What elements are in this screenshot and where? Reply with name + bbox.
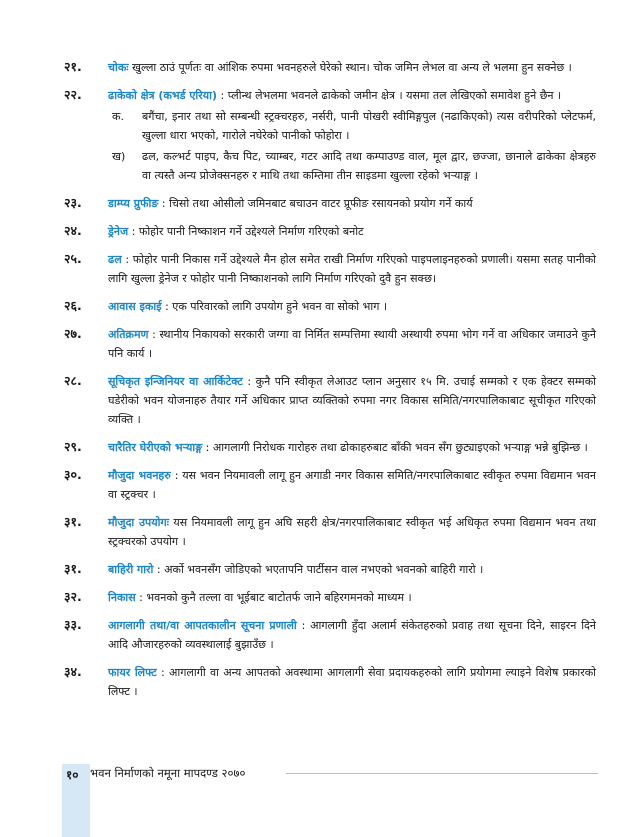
entry-number: २७. (64, 326, 82, 341)
definitions-list (0, 58, 638, 710)
entry-body (108, 58, 596, 77)
entry-number: ३१. (64, 561, 82, 576)
defined-term: ढाकेको क्षेत्र (कभर्ड एरिया) (108, 89, 218, 102)
entry-number: ३३. (64, 617, 82, 632)
entry-number: २५. (64, 251, 82, 266)
definition-text: : अर्को भवनसँग जोडिएको भएतापनि पार्टीसन वाल नभएको भवनको बाहिरी गारो । (153, 563, 484, 576)
definition-entry (0, 297, 638, 316)
defined-term: ड्रेनेज (108, 225, 129, 238)
definition-text: : फोहोर पानी निष्काशन गर्ने उद्देश्यले निर्माण गरिएको बनोट (128, 225, 364, 238)
definition-text: : प्लीन्थ लेभलमा भवनले ढाकेको जमीन क्षेत्र । यसमा तल लेखिएको समावेश हुने छैन । (217, 89, 562, 102)
definition-entry (0, 372, 638, 429)
entry-body (108, 663, 596, 701)
entry-body (108, 325, 596, 363)
defined-term: आवास इकाई (108, 300, 162, 313)
entry-body (108, 466, 596, 504)
sub-item-label: ख) (112, 150, 126, 163)
definition-text: : आगलागी निरोधक गारोहरु तथा ढोकाहरुबाट बाँकी भवन सँग छुट्याइएको भऱ्याङ्ग भन्ने बुझिन्छ । (202, 441, 588, 454)
definition-entry (0, 58, 638, 77)
definition-text: खुल्ला ठाउं पूर्णतः वा आंशिक रुपमा भवनहरुले घेरेको स्थान। चोक जमिन लेभल वा अन्य ले भलमा हुन सक्नेछ । (128, 61, 572, 74)
definition-entry (0, 663, 638, 701)
defined-term: सूचिकृत इन्जिनियर वा आर्किटेक्ट (108, 375, 243, 388)
defined-term: डाम्प्य प्रुफीङ (108, 197, 159, 210)
defined-term: आगलागी तथा/वा आपतकालीन सूचना प्रणाली (108, 619, 297, 632)
entry-body (108, 297, 596, 316)
definition-entry (0, 250, 638, 288)
defined-term: मौजुदा उपयोगः (108, 516, 169, 529)
defined-term: ढल (108, 253, 122, 266)
entry-number: २९. (64, 439, 82, 454)
definition-entry (0, 560, 638, 579)
entry-number: २८. (64, 373, 82, 388)
defined-term: मौजुदा भवनहरु (108, 469, 171, 482)
definition-entry (0, 222, 638, 241)
entry-number: २४. (64, 223, 82, 238)
entry-body (108, 616, 596, 654)
sub-item-text: बगैंचा, इनार तथा सो सम्बन्धी स्ट्रक्चरहरु, नर्सरी, पानी पोखरी स्वीमिङ्गपुल (नढाकिएको) त्यस वरीपरिको प्लेटफर्म, खुल्ला धारा भएको, गारोले नघेरेको पानीको फोहोरा । (142, 110, 596, 142)
entry-body (108, 194, 596, 213)
entry-number: ३०. (64, 467, 82, 482)
sub-item (108, 147, 596, 185)
definition-text: : यस भवन नियमावली लागू हुन अगाडी नगर विकास समिति/नगरपालिकाबाट स्वीकृत रुपमा विद्यमान भवन वा स्ट्रक्चर । (108, 469, 597, 501)
page-footer (0, 760, 638, 837)
entry-body (108, 438, 596, 457)
entry-number: ३४. (64, 664, 82, 679)
definition-text: यस नियमावली लागू हुन अघि सहरी क्षेत्र/नगरपालिकाबाट स्वीकृत भई अधिकृत रुपमा विद्यमान भवन तथा स्ट्रक्चरको उपयोग । (108, 516, 596, 548)
entry-body (108, 513, 596, 551)
definition-entry (0, 616, 638, 654)
definition-text: : चिसो तथा ओसीलो जमिनबाट बचाउन वाटर प्रूफीङ रसायनको प्रयोग गर्ने कार्य (158, 197, 473, 210)
definition-text: : स्थानीय निकायको सरकारी जग्गा वा निर्मित सम्पत्तिमा स्थायी अस्थायी रुपमा भोग गर्ने वा अधिकार जमाउने कुनै पनि कार्य । (108, 328, 596, 360)
sub-item-text: ढल, कल्भर्ट पाइप, कैच पिट, च्याम्बर, गटर आदि तथा कम्पाउण्ड वाल, मूल द्वार, छज्जा, छानाले ढाकेका क्षेत्रहरु वा त्यस्तै अन्य प्रोजेक्सनहरु र माथि तथा कम्तिमा तीन साइडमा खुल्ला रहेको भऱ्याङ्ग । (142, 150, 596, 182)
definition-text: : फोहोर पानी निकास गर्ने उद्देश्यले मैन होल समेत राखी निर्माण गरिएको पाइपलाइनहरुको प्रणाली। यसमा सतह पानीको लागि खुल्ला ड्रेनेज र फोहोर पानी निष्काशनको लागि निर्माण गरिएको दुवै हुन सक्छ। (108, 253, 596, 285)
definition-text: : भवनको कुनै तल्ला वा भूईबाट बाटोतर्फ जाने बहिरगमनको माध्यम । (135, 591, 412, 604)
defined-term: निकास (108, 591, 136, 604)
definition-text: : आगलागी वा अन्य आपतको अवस्थामा आगलागी सेवा प्रदायकहरुको लागि प्रयोगमा ल्याइने विशेष प्रकारको लिफ्ट । (108, 666, 596, 698)
defined-term: चारैतिर घेरीएको भऱ्याङ्ग (108, 441, 203, 454)
defined-term: चोकः (108, 61, 129, 74)
entry-number: २१. (64, 59, 82, 74)
entry-body (108, 560, 596, 579)
definition-text: : आगलागी हुँदा अलार्म संकेतहरुको प्रवाह तथा सूचना दिने, साइरन दिने आदि औजारहरुको व्यवस्थालाई बुझाउँछ । (108, 619, 596, 651)
entry-number: ३२. (64, 589, 82, 604)
defined-term: अतिक्रमण (108, 328, 149, 341)
definition-entry (0, 325, 638, 363)
definition-text: : एक परिवारको लागि उपयोग हुने भवन वा सोको भाग । (161, 300, 388, 313)
definition-entry (0, 86, 638, 185)
entry-body (108, 372, 596, 429)
definition-entry (0, 194, 638, 213)
defined-term: बाहिरी गारो (108, 563, 154, 576)
entry-number: २३. (64, 195, 82, 210)
entry-body (108, 588, 596, 607)
definition-entry (0, 588, 638, 607)
definition-entry (0, 438, 638, 457)
definition-entry (0, 513, 638, 551)
definition-entry (0, 466, 638, 504)
footer-rule (286, 773, 598, 774)
entry-body (108, 86, 596, 105)
document-title: भवन निर्माणको नमूना मापदण्ड २०७० (90, 766, 246, 780)
entry-body (108, 250, 596, 288)
sub-item-label: क. (112, 110, 124, 123)
entry-number: २२. (64, 87, 82, 102)
sub-item (108, 107, 596, 145)
defined-term: फायर लिफ्ट (108, 666, 157, 679)
definition-text: : कुनै पनि स्वीकृत लेआउट प्लान अनुसार १५ मि. उचाई सम्मको र एक हेक्टर सम्मको घडेरीको भवन योजनाहरु तैयार गर्ने अधिकार प्राप्त व्यक्तिको रुपमा नगर विकास समिति/नगरपालिकाबाट सूचीकृत गरिएको व्यक्ति । (108, 375, 596, 426)
entry-number: २६. (64, 298, 82, 313)
entry-body (108, 222, 596, 241)
page-number: १० (66, 768, 79, 782)
entry-number: ३१. (64, 514, 82, 529)
